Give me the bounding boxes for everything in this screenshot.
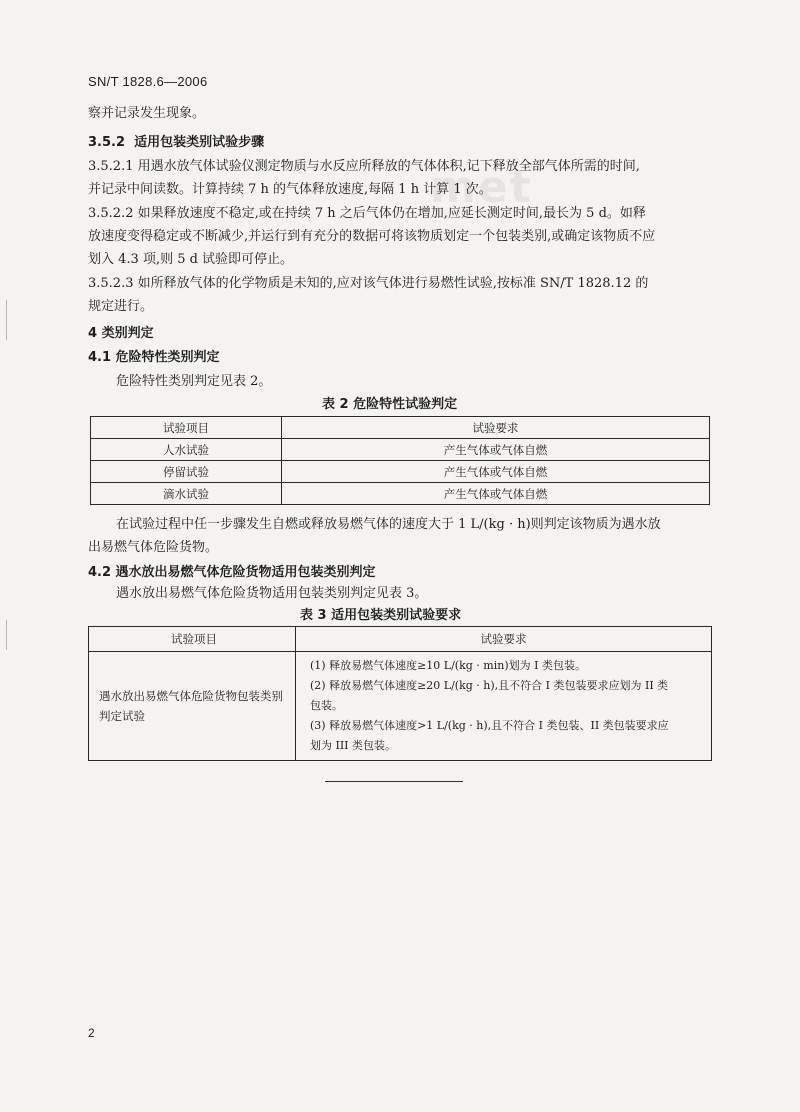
- table-3-caption: 表 3 适用包装类别试验要求: [300, 608, 462, 623]
- clause-3-5-2-1-line: 并记录中间读数。计算持续 7 h 的气体释放速度,每隔 1 h 计算 1 次。: [88, 182, 492, 197]
- end-rule: [325, 781, 463, 782]
- clause-3-5-2-1-line: 3.5.2.1 用遇水放气体试验仪测定物质与水反应所释放的气体体积,记下释放全部气体所需的时间,: [88, 159, 640, 174]
- table-header-cell: 试验要求: [282, 417, 710, 439]
- paragraph-line: 在试验过程中任一步骤发生自燃或释放易燃气体的速度大于 1 L/(kg · h)则判定该物质为遇水放: [116, 517, 661, 532]
- table-cell: 产生气体或气体自燃: [282, 439, 710, 461]
- requirement-2-cont: 包装。: [310, 699, 343, 712]
- section-4-heading: 4 类别判定: [88, 326, 154, 341]
- clause-3-5-2-3-line: 规定进行。: [88, 299, 154, 314]
- paragraph-line: 出易燃气体危险货物。: [88, 540, 219, 555]
- table-cell: 停留试验: [91, 461, 282, 483]
- table-row: [91, 439, 710, 461]
- page-number: 2: [88, 1026, 95, 1040]
- requirement-2: (2) 释放易燃气体速度≥20 L/(kg · h),且不符合 I 类包装要求应划为 II 类: [310, 679, 669, 692]
- paragraph-continuation: 察并记录发生现象。: [88, 106, 206, 121]
- section-4-1-heading: 4.1 危险特性类别判定: [88, 350, 220, 365]
- table-header-cell: 试验要求: [296, 627, 712, 652]
- table-cell: 产生气体或气体自燃: [282, 461, 710, 483]
- table-cell-requirements: [296, 652, 712, 761]
- table-2: [90, 416, 710, 505]
- section-3-5-2-heading: [88, 133, 264, 153]
- table-cell: 滴水试验: [91, 483, 282, 505]
- table-header-row: [91, 417, 710, 439]
- table-row: [91, 461, 710, 483]
- clause-3-5-2-2-line: 3.5.2.2 如果释放速度不稳定,或在持续 7 h 之后气体仍在增加,应延长测定时间,最长为 5 d。如释: [88, 206, 646, 221]
- clause-3-5-2-3-line: 3.5.2.3 如所释放气体的化学物质是未知的,应对该气体进行易燃性试验,按标准 SN/T 1828.12 的: [88, 276, 649, 291]
- requirement-1: (1) 释放易燃气体速度≥10 L/(kg · min)划为 I 类包装。: [310, 659, 586, 672]
- requirement-3: (3) 释放易燃气体速度>1 L/(kg · h),且不符合 I 类包装、II 类包装要求应: [310, 719, 669, 732]
- table-cell: 人水试验: [91, 439, 282, 461]
- section-4-2-heading: 4.2 遇水放出易燃气体危险货物适用包装类别判定: [88, 565, 376, 580]
- table-2-caption: 表 2 危险特性试验判定: [322, 397, 458, 412]
- table-row: [91, 483, 710, 505]
- section-4-2-text: 遇水放出易燃气体危险货物适用包装类别判定见表 3。: [116, 586, 428, 601]
- section-number: 3.5.2: [88, 135, 126, 150]
- scan-margin-mark: [6, 300, 7, 340]
- section-4-1-text: 危险特性类别判定见表 2。: [116, 374, 272, 389]
- table-cell: 遇水放出易燃气体危险货物包装类别判定试验: [89, 652, 296, 761]
- table-header-cell: 试验项目: [91, 417, 282, 439]
- clause-3-5-2-2-line: 放速度变得稳定或不断减少,并运行到有充分的数据可将该物质划定一个包装类别,或确定该物质不应: [88, 229, 656, 244]
- section-title: 适用包装类别试验步骤: [134, 135, 265, 150]
- watermark: met: [430, 162, 533, 213]
- table-cell: 产生气体或气体自燃: [282, 483, 710, 505]
- clause-3-5-2-2-line: 划入 4.3 项,则 5 d 试验即可停止。: [88, 252, 294, 267]
- table-3: [88, 626, 712, 761]
- table-row: [89, 652, 712, 761]
- scan-margin-mark: [6, 620, 7, 650]
- doc-id-header: SN/T 1828.6—2006: [88, 74, 208, 89]
- requirement-3-cont: 划为 III 类包装。: [310, 739, 397, 752]
- table-header-cell: 试验项目: [89, 627, 296, 652]
- table-header-row: [89, 627, 712, 652]
